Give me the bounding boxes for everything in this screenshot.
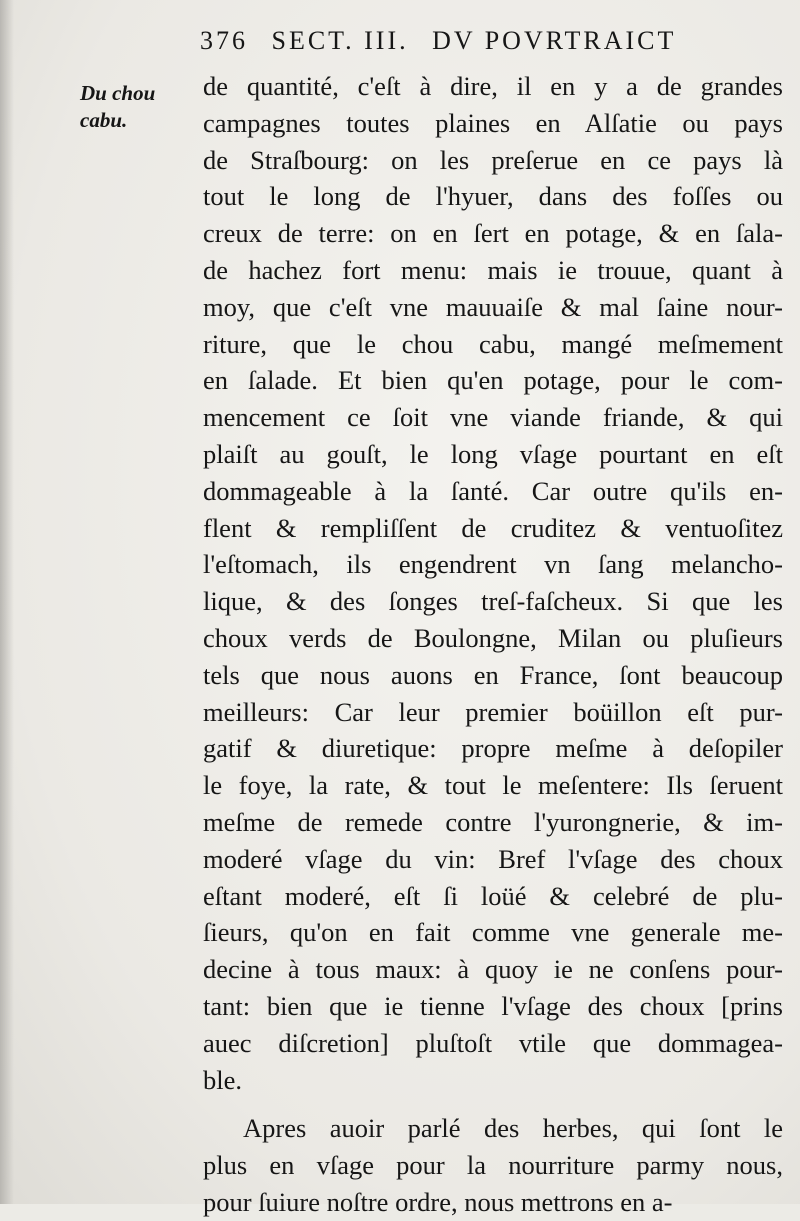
running-head — [200, 26, 760, 56]
page-number: 376 — [200, 26, 248, 55]
text-line: tout le long de l'hyuer, dans des foſſes ou — [203, 181, 783, 212]
text-line: flent & rempliſſent de cruditez & ventuoſitez — [203, 512, 783, 543]
text-line: Apres auoir parlé des herbes, qui ſont le — [243, 1113, 783, 1144]
text-line: gatif & diuretique: propre meſme à deſopiler — [203, 733, 783, 764]
text-line: dommageable à la ſanté. Car outre qu'ils en- — [203, 475, 783, 506]
text-line: de hachez fort menu: mais ie trouue, quant à — [203, 254, 783, 285]
text-line: l'eſtomach, ils engendrent vn ſang melancho- — [203, 549, 783, 580]
text-line: moderé vſage du vin: Bref l'vſage des choux — [203, 843, 783, 874]
text-line: plaiſt au gouſt, le long vſage pourtant en eſt — [203, 438, 783, 469]
text-line: tant: bien que ie tienne l'vſage des choux [prins — [203, 990, 783, 1021]
text-line: tels que nous auons en France, ſont beaucoup — [203, 659, 783, 690]
text-line: pour ſuiure noſtre ordre, nous mettrons en a- — [203, 1186, 673, 1217]
text-line: decine à tous maux: à quoy ie ne conſens pour- — [203, 954, 783, 985]
text-line: meilleurs: Car leur premier boüillon eſt pur- — [203, 696, 783, 727]
text-line: ſieurs, qu'on en fait comme vne generale me- — [203, 917, 783, 948]
text-line: de Straſbourg: on les preſerue en ce pays là — [203, 144, 783, 175]
gutter-shadow — [0, 0, 14, 1204]
body-text — [203, 68, 783, 1221]
text-line: de quantité, c'eſt à dire, il en y a de grandes — [203, 71, 783, 101]
text-line: mencement ce ſoit vne viande friande, & qui — [203, 402, 783, 433]
text-line: auec diſcretion] pluſtoſt vtile que dommagea- — [203, 1027, 783, 1058]
section-label: SECT. III. — [271, 26, 409, 55]
paragraph — [203, 1110, 783, 1220]
text-line: creux de terre: on en ſert en potage, & en ſala- — [203, 218, 783, 249]
running-title: DV POVRTRAICT — [432, 26, 677, 55]
text-line: campagnes toutes plaines en Alſatie ou pays — [203, 107, 783, 138]
paragraph — [203, 68, 783, 1098]
text-line: riture, que le chou cabu, mangé meſmement — [203, 328, 783, 359]
paragraph-spacer — [203, 1098, 783, 1110]
text-line: en ſalade. Et bien qu'en potage, pour le com- — [203, 365, 783, 396]
text-line: ble. — [203, 1064, 242, 1095]
text-line: lique, & des ſonges treſ-faſcheux. Si que les — [203, 586, 783, 617]
text-line: choux verds de Boulongne, Milan ou pluſieurs — [203, 622, 783, 653]
margin-note — [80, 80, 190, 134]
text-line: le foye, la rate, & tout le meſentere: Ils ſeruent — [203, 770, 783, 801]
text-line: meſme de remede contre l'yurongnerie, & im- — [203, 806, 783, 837]
text-line: moy, que c'eſt vne mauuaiſe & mal ſaine nour- — [203, 291, 783, 322]
text-line: eſtant moderé, eſt ſi loüé & celebré de plu- — [203, 880, 783, 911]
margin-note-line: Du chou — [80, 81, 156, 105]
text-line: plus en vſage pour la nourriture parmy nous, — [203, 1150, 783, 1181]
margin-note-line: cabu. — [80, 108, 128, 132]
